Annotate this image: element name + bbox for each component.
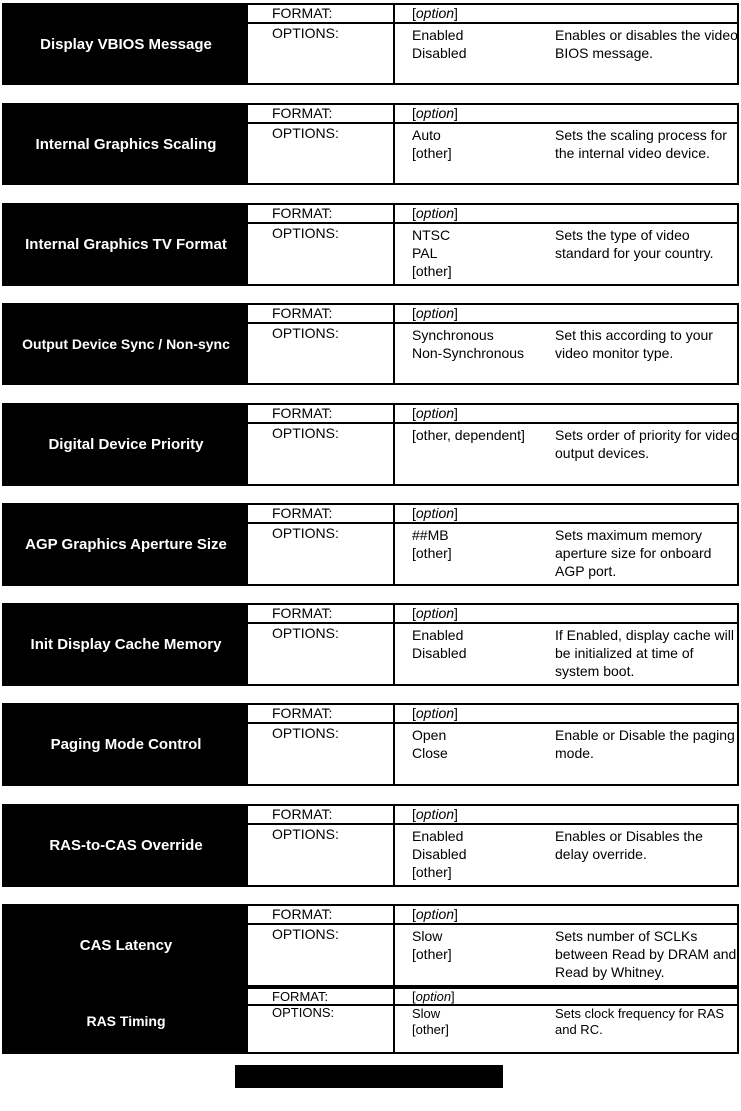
format-value: [option] <box>412 605 458 621</box>
format-row <box>248 605 737 624</box>
column-divider <box>393 605 395 684</box>
setting-block <box>2 987 739 1054</box>
setting-description: Sets order of priority for video output devices. <box>555 427 739 461</box>
format-label: FORMAT: <box>272 5 333 21</box>
format-row <box>248 305 737 324</box>
format-label: FORMAT: <box>272 205 333 221</box>
format-row <box>248 505 737 524</box>
setting-description: Enable or Disable the paging mode. <box>555 727 735 761</box>
setting-name: Init Display Cache Memory <box>4 605 248 684</box>
options-label: OPTIONS: <box>272 926 339 942</box>
setting-block <box>2 203 739 286</box>
setting-description: Sets clock frequency for RAS and RC. <box>555 1006 725 1037</box>
options-values: [other, dependent] <box>412 427 525 443</box>
setting-block <box>2 103 739 185</box>
format-value: [option] <box>412 989 455 1004</box>
setting-block <box>2 904 739 987</box>
format-row <box>248 205 737 224</box>
options-label: OPTIONS: <box>272 725 339 741</box>
column-divider <box>393 989 395 1052</box>
options-values: Slow [other] <box>412 1006 449 1037</box>
setting-description: Set this according to your video monitor type. <box>555 327 713 361</box>
format-row <box>248 906 737 925</box>
column-divider <box>393 305 395 383</box>
setting-block <box>2 3 739 85</box>
format-value: [option] <box>412 906 458 922</box>
setting-block <box>2 804 739 887</box>
options-values: ##MB [other] <box>412 527 452 561</box>
column-divider <box>393 505 395 584</box>
setting-name: Display VBIOS Message <box>4 5 248 83</box>
setting-name: Internal Graphics TV Format <box>4 205 248 284</box>
setting-name: Digital Device Priority <box>4 405 248 484</box>
setting-block <box>2 703 739 786</box>
column-divider <box>393 405 395 484</box>
options-values: Enabled Disabled <box>412 627 467 661</box>
setting-description: Enables or Disables the delay override. <box>555 828 703 862</box>
options-values: Slow [other] <box>412 928 452 962</box>
setting-description: If Enabled, display cache will be initialized at time of system boot. <box>555 627 734 679</box>
options-label: OPTIONS: <box>272 1005 335 1020</box>
options-values: Open Close <box>412 727 448 761</box>
column-divider <box>393 906 395 985</box>
options-values: Synchronous Non-Synchronous <box>412 327 525 361</box>
options-values: NTSC PAL [other] <box>412 227 452 279</box>
format-label: FORMAT: <box>272 405 333 421</box>
options-label: OPTIONS: <box>272 225 339 241</box>
options-label: OPTIONS: <box>272 125 339 141</box>
options-values: Auto [other] <box>412 127 452 161</box>
setting-block <box>2 603 739 686</box>
format-label: FORMAT: <box>272 605 333 621</box>
setting-block <box>2 303 739 385</box>
column-divider <box>393 806 395 885</box>
format-row <box>248 806 737 825</box>
format-value: [option] <box>412 105 458 121</box>
footer-bar <box>235 1065 503 1088</box>
format-label: FORMAT: <box>272 989 329 1004</box>
setting-description: Sets the type of video standard for your country. <box>555 227 714 261</box>
options-label: OPTIONS: <box>272 25 339 41</box>
setting-name: Output Device Sync / Non-sync <box>4 305 248 383</box>
column-divider <box>393 205 395 284</box>
format-row <box>248 5 737 24</box>
format-row <box>248 105 737 124</box>
options-values: Enabled Disabled <box>412 27 467 61</box>
format-label: FORMAT: <box>272 906 333 922</box>
options-label: OPTIONS: <box>272 625 339 641</box>
setting-description: Sets maximum memory aperture size for onboard AGP port. <box>555 527 712 579</box>
format-value: [option] <box>412 5 458 21</box>
format-value: [option] <box>412 305 458 321</box>
setting-description: Sets number of SCLKs between Read by DRAM and Read by Whitney. <box>555 928 737 980</box>
setting-name: Paging Mode Control <box>4 705 248 784</box>
options-label: OPTIONS: <box>272 325 339 341</box>
format-value: [option] <box>412 405 458 421</box>
options-label: OPTIONS: <box>272 525 339 541</box>
options-label: OPTIONS: <box>272 425 339 441</box>
format-value: [option] <box>412 705 458 721</box>
format-label: FORMAT: <box>272 705 333 721</box>
setting-description: Enables or disables the video BIOS message. <box>555 27 738 61</box>
format-label: FORMAT: <box>272 505 333 521</box>
setting-name: CAS Latency <box>4 906 248 985</box>
format-value: [option] <box>412 806 458 822</box>
format-row <box>248 989 737 1006</box>
format-value: [option] <box>412 205 458 221</box>
options-values: Enabled Disabled [other] <box>412 828 467 880</box>
setting-name: AGP Graphics Aperture Size <box>4 505 248 584</box>
column-divider <box>393 105 395 183</box>
format-value: [option] <box>412 505 458 521</box>
setting-name: RAS-to-CAS Override <box>4 806 248 885</box>
format-label: FORMAT: <box>272 305 333 321</box>
column-divider <box>393 705 395 784</box>
format-label: FORMAT: <box>272 806 333 822</box>
format-label: FORMAT: <box>272 105 333 121</box>
setting-name: RAS Timing <box>4 989 248 1052</box>
options-label: OPTIONS: <box>272 826 339 842</box>
format-row <box>248 705 737 724</box>
format-row <box>248 405 737 424</box>
setting-name: Internal Graphics Scaling <box>4 105 248 183</box>
setting-block <box>2 403 739 486</box>
column-divider <box>393 5 395 83</box>
setting-description: Sets the scaling process for the internal video device. <box>555 127 727 161</box>
setting-block <box>2 503 739 586</box>
